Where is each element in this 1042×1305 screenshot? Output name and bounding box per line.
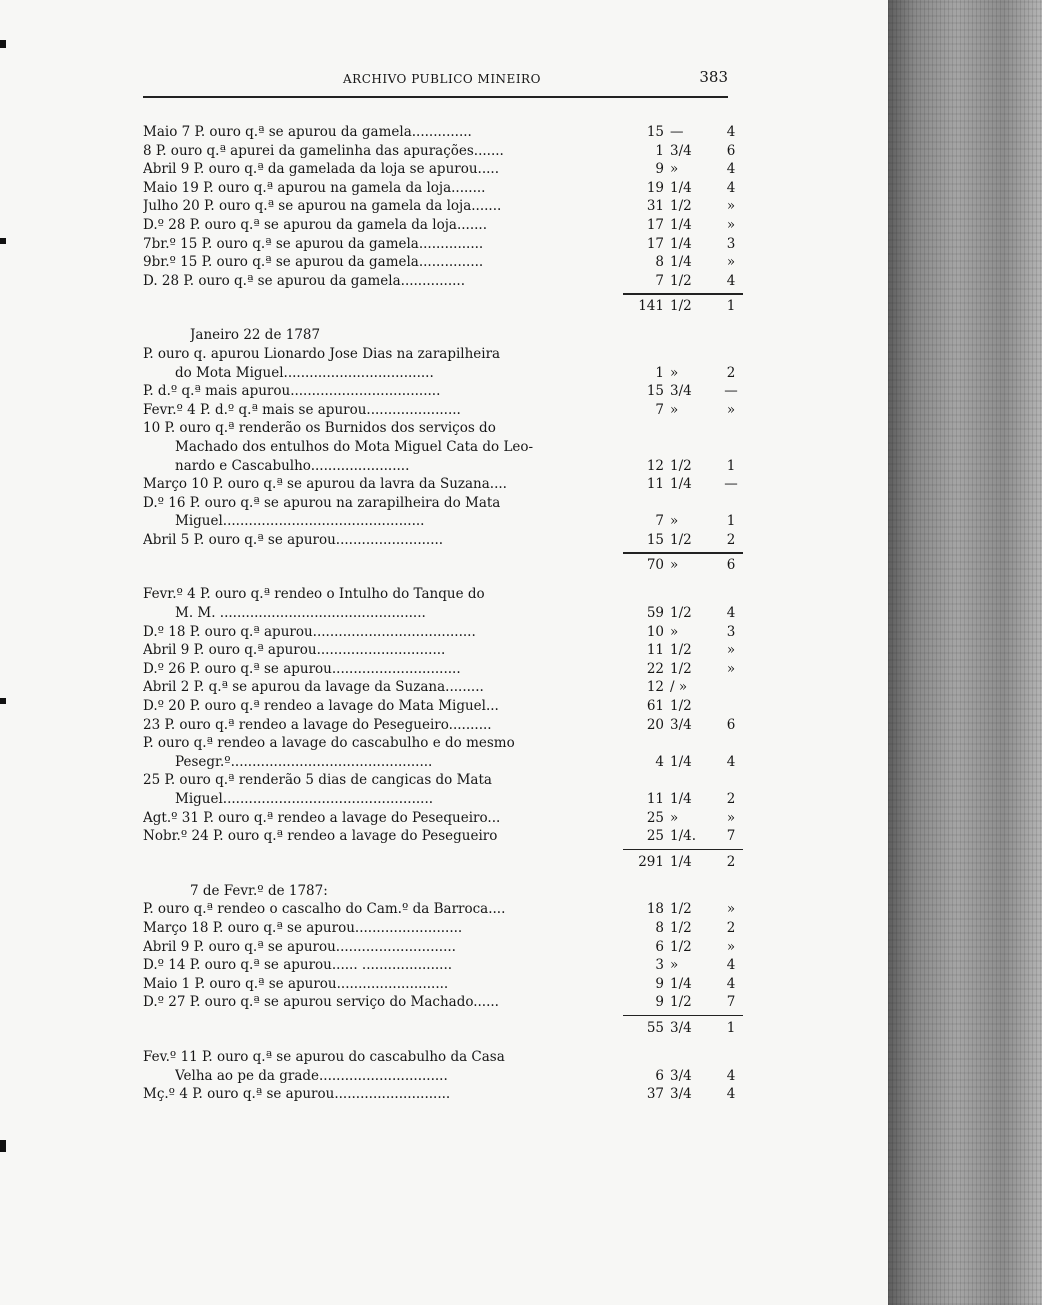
amount-fraction: 1/2 [670, 272, 692, 289]
total-rule [623, 1015, 743, 1017]
ledger-section [143, 1048, 743, 1104]
ledger-section [143, 123, 743, 316]
entry-text: Pesegr.º............................................... [175, 753, 433, 770]
total-whole: 70 [646, 557, 664, 574]
amount-whole: 1 [655, 364, 664, 381]
amount-minor: » [726, 216, 736, 233]
ledger-row [143, 345, 743, 364]
ledger-row [143, 142, 743, 161]
ledger-row [143, 235, 743, 254]
amount-minor: » [726, 642, 736, 659]
amount-fraction: 3/4 [670, 1086, 692, 1103]
total-row [143, 549, 743, 575]
amount-minor: » [726, 938, 736, 955]
amount-fraction: 1/2 [670, 660, 692, 677]
scan-edge-mark [0, 698, 6, 704]
ledger-row [143, 160, 743, 179]
ledger-row [143, 604, 743, 623]
entry-text: Maio 7 P. ouro q.ª se apurou da gamela.............. [143, 124, 472, 140]
entry-text: Maio 1 P. ouro q.ª se apurou.......................... [143, 975, 449, 992]
amount-fraction: » [670, 513, 679, 530]
amount-minor: 2 [726, 531, 736, 548]
amount-minor: 4 [726, 179, 736, 196]
entry-text: Março 18 P. ouro q.ª se apurou......................... [143, 919, 463, 936]
total-whole: 291 [638, 853, 664, 870]
amount-whole: 11 [646, 791, 664, 807]
entry-text: Machado dos entulhos do Mota Miguel Cata do Leo- [175, 438, 534, 455]
ledger-section [143, 326, 743, 575]
entry-text: Abril 2 P. q.ª se apurou da lavage da Suzana......... [143, 679, 484, 696]
amount-minor: 4 [726, 1086, 736, 1103]
ledger-row [143, 975, 743, 994]
section-gap [143, 316, 743, 326]
ledger-row [143, 197, 743, 216]
total-fraction: 1/2 [670, 298, 692, 315]
amount-minor: 4 [726, 272, 736, 289]
amount-whole: 4 [655, 753, 664, 770]
total-values [143, 556, 743, 574]
ledger-row [143, 401, 743, 420]
page-header [143, 68, 728, 98]
amount-fraction: » [670, 623, 679, 640]
entry-text: Miguel................................................. [175, 791, 434, 807]
amount-fraction: 1/4 [670, 476, 692, 493]
amount-minor: » [726, 809, 736, 826]
entry-text: D.º 28 P. ouro q.ª se apurou da gamela da loja....... [143, 216, 487, 233]
amount-fraction: 1/4 [670, 235, 692, 252]
ledger-row [143, 993, 743, 1012]
ledger-row [143, 734, 743, 753]
amount-fraction: 1/2 [670, 698, 692, 715]
ledger-row [143, 585, 743, 604]
entry-text: D. 28 P. ouro q.ª se apurou da gamela............... [143, 272, 466, 289]
ledger-body [143, 123, 743, 1104]
amount-fraction: 3/4 [670, 142, 692, 159]
ledger-row [143, 512, 743, 531]
ledger-row [143, 623, 743, 642]
entry-text: 23 P. ouro q.ª rendeo a lavage do Pesegueiro.......... [143, 716, 492, 733]
amount-fraction: 1/2 [670, 457, 692, 474]
total-values [143, 853, 743, 871]
entry-text: Miguel............................................... [175, 513, 425, 530]
amount-minor: 2 [726, 919, 736, 936]
amount-whole: 6 [655, 1067, 664, 1084]
amount-minor: 4 [726, 124, 736, 140]
entry-text: Julho 20 P. ouro q.ª se apurou na gamela da loja....... [143, 198, 502, 215]
amount-whole: 15 [646, 531, 664, 548]
amount-fraction: 3/4 [670, 716, 692, 733]
total-row [143, 846, 743, 872]
amount-fraction: » [670, 957, 679, 974]
total-minor: 1 [726, 1019, 736, 1036]
entry-text: 7br.º 15 P. ouro q.ª se apurou da gamela............... [143, 235, 484, 252]
amount-fraction: » [670, 364, 679, 381]
total-minor: 1 [726, 298, 736, 315]
amount-whole: 10 [646, 623, 664, 640]
ledger-row [143, 771, 743, 790]
ledger-row [143, 123, 743, 142]
ledger-row [143, 753, 743, 772]
amount-whole: 6 [655, 938, 664, 955]
entry-text: 9br.º 15 P. ouro q.ª se apurou da gamela............... [143, 254, 484, 271]
amount-minor: 1 [726, 457, 736, 474]
amount-minor: 7 [726, 828, 736, 845]
amount-minor: 7 [726, 994, 736, 1011]
amount-minor: » [726, 901, 736, 918]
amount-minor: » [726, 660, 736, 677]
total-whole: 55 [646, 1019, 664, 1036]
amount-fraction: 1/2 [670, 642, 692, 659]
section-heading-text: Janeiro 22 de 1787 [190, 327, 321, 344]
entry-text: M. M. ................................................ [175, 605, 426, 622]
total-row [143, 1012, 743, 1038]
ledger-row [143, 457, 743, 476]
section-heading-text: 7 de Fevr.º de 1787: [190, 882, 328, 899]
amount-whole: 25 [646, 828, 664, 845]
total-row [143, 290, 743, 316]
entry-text: Fevr.º 4 P. ouro q.ª rendeo o Intulho do Tanque do [143, 586, 485, 603]
amount-whole: 17 [646, 235, 664, 252]
total-rule [623, 849, 743, 851]
amount-whole: 31 [646, 198, 664, 215]
ledger-section [143, 882, 743, 1038]
entry-text: D.º 16 P. ouro q.ª se apurou na zarapilheira do Mata [143, 494, 501, 511]
ledger-row [143, 475, 743, 494]
ledger-row [143, 272, 743, 291]
entry-text: D.º 27 P. ouro q.ª se apurou serviço do Machado...... [143, 994, 499, 1011]
ledger-row [143, 938, 743, 957]
amount-whole: 1 [655, 142, 664, 159]
total-rule [623, 552, 743, 554]
amount-whole: 11 [646, 642, 664, 659]
amount-fraction: 1/2 [670, 901, 692, 918]
total-fraction: 3/4 [670, 1019, 692, 1036]
amount-minor: 4 [726, 161, 736, 178]
entry-text: Fev.º 11 P. ouro q.ª se apurou do cascabulho da Casa [143, 1048, 505, 1065]
ledger-row [143, 382, 743, 401]
amount-whole: 8 [655, 254, 664, 271]
amount-fraction: » [670, 809, 679, 826]
amount-whole: 8 [655, 919, 664, 936]
ledger-row [143, 900, 743, 919]
amount-whole: 12 [646, 679, 664, 696]
entry-text: do Mota Miguel................................... [175, 364, 434, 381]
amount-fraction: 1/2 [670, 938, 692, 955]
total-fraction: » [670, 557, 679, 574]
amount-minor: 2 [726, 791, 736, 807]
ledger-row [143, 641, 743, 660]
entry-text: P. d.º q.ª mais apurou................................... [143, 383, 441, 400]
amount-minor: 4 [726, 1067, 736, 1084]
section-heading [143, 882, 743, 901]
amount-whole: 25 [646, 809, 664, 826]
ledger-row [143, 1085, 743, 1104]
amount-whole: 12 [646, 457, 664, 474]
scan-edge-mark [0, 1140, 6, 1152]
amount-whole: 15 [646, 124, 664, 140]
amount-fraction: 1/4 [670, 254, 692, 271]
amount-whole: 7 [655, 401, 664, 418]
scan-edge-mark [0, 40, 6, 48]
amount-fraction: 3/4 [670, 1067, 692, 1084]
amount-minor: 4 [726, 957, 736, 974]
amount-minor: 6 [726, 716, 736, 733]
entry-text: Abril 9 P. ouro q.ª apurou.............................. [143, 642, 446, 659]
entry-text: Velha ao pe da grade.............................. [175, 1067, 448, 1084]
total-values [143, 1019, 743, 1037]
ledger-row [143, 179, 743, 198]
amount-minor: 2 [726, 364, 736, 381]
section-heading [143, 326, 743, 345]
section-gap [143, 1038, 743, 1048]
amount-fraction: 1/2 [670, 531, 692, 548]
entry-text: D.º 26 P. ouro q.ª se apurou.............................. [143, 660, 461, 677]
amount-fraction: 1/4. [670, 828, 697, 845]
total-values [143, 297, 743, 315]
amount-whole: 61 [646, 698, 664, 715]
amount-fraction: 1/4 [670, 179, 692, 196]
amount-whole: 3 [655, 957, 664, 974]
amount-minor: » [726, 198, 736, 215]
total-minor: 6 [726, 557, 736, 574]
amount-fraction: 1/2 [670, 198, 692, 215]
ledger-row [143, 716, 743, 735]
amount-whole: 17 [646, 216, 664, 233]
amount-whole: 20 [646, 716, 664, 733]
ledger-row [143, 364, 743, 383]
entry-text: D.º 18 P. ouro q.ª apurou...................................... [143, 623, 476, 640]
entry-text: P. ouro q.ª rendeo o cascalho do Cam.º da Barroca.... [143, 901, 506, 918]
amount-fraction: 1/4 [670, 791, 692, 807]
entry-text: Nobr.º 24 P. ouro q.ª rendeo a lavage do Pesegueiro [143, 828, 498, 845]
amount-whole: 9 [655, 975, 664, 992]
entry-text: nardo e Cascabulho....................... [175, 457, 410, 474]
amount-fraction: » [670, 401, 679, 418]
ledger-row [143, 678, 743, 697]
amount-whole: 22 [646, 660, 664, 677]
amount-whole: 9 [655, 994, 664, 1011]
ledger-row [143, 216, 743, 235]
amount-fraction: 1/2 [670, 919, 692, 936]
ledger-row [143, 956, 743, 975]
amount-minor: 4 [726, 975, 736, 992]
book-binding-edge [888, 0, 1042, 1305]
amount-minor: 4 [726, 753, 736, 770]
entry-text: Maio 19 P. ouro q.ª apurou na gamela da loja........ [143, 179, 486, 196]
entry-text: 10 P. ouro q.ª renderão os Burnidos dos serviços do [143, 420, 496, 437]
entry-text: Fevr.º 4 P. d.º q.ª mais se apurou...................... [143, 401, 461, 418]
entry-text: Agt.º 31 P. ouro q.ª rendeo a lavage do Pesequeiro... [143, 809, 501, 826]
entry-text: Abril 5 P. ouro q.ª se apurou......................... [143, 531, 444, 548]
amount-whole: 15 [646, 383, 664, 400]
ledger-row [143, 438, 743, 457]
amount-minor: 4 [726, 605, 736, 622]
amount-minor: 1 [726, 513, 736, 530]
total-fraction: 1/4 [670, 853, 692, 870]
entry-text: Março 10 P. ouro q.ª se apurou da lavra da Suzana.... [143, 476, 507, 493]
section-gap [143, 575, 743, 585]
ledger-section [143, 585, 743, 871]
header-rule [143, 96, 728, 98]
amount-minor: 3 [726, 623, 736, 640]
entry-text: D.º 20 P. ouro q.ª rendeo a lavage do Mata Miguel... [143, 698, 499, 715]
amount-fraction: 1/4 [670, 216, 692, 233]
ledger-row [143, 827, 743, 846]
scan-edge-mark [0, 238, 6, 244]
section-gap [143, 872, 743, 882]
amount-whole: 18 [646, 901, 664, 918]
amount-whole: 7 [655, 272, 664, 289]
ledger-row [143, 531, 743, 550]
entry-text: 8 P. ouro q.ª apurei da gamelinha das apurações....... [143, 142, 504, 159]
ledger-row [143, 419, 743, 438]
running-title: ARCHIVO PUBLICO MINEIRO [343, 72, 541, 86]
ledger-row [143, 1067, 743, 1086]
amount-whole: 7 [655, 513, 664, 530]
entry-text: P. ouro q.ª rendeo a lavage do cascabulho e do mesmo [143, 735, 515, 752]
ledger-row [143, 1048, 743, 1067]
ledger-row [143, 253, 743, 272]
ledger-row [143, 494, 743, 513]
amount-minor: — [724, 476, 738, 493]
ledger-row [143, 809, 743, 828]
amount-fraction: 1/2 [670, 994, 692, 1011]
total-rule [623, 293, 743, 295]
amount-fraction: 1/4 [670, 975, 692, 992]
entry-text: 25 P. ouro q.ª renderão 5 dias de cangicas do Mata [143, 772, 492, 789]
amount-whole: 9 [655, 161, 664, 178]
total-minor: 2 [726, 853, 736, 870]
amount-whole: 19 [646, 179, 664, 196]
ledger-row [143, 697, 743, 716]
amount-minor: — [724, 383, 738, 400]
amount-fraction: / » [670, 679, 688, 696]
entry-text: D.º 14 P. ouro q.ª se apurou...... ..................... [143, 957, 453, 974]
amount-fraction: 3/4 [670, 383, 692, 400]
amount-whole: 37 [646, 1086, 664, 1103]
amount-whole: 11 [646, 476, 664, 493]
amount-minor: » [726, 254, 736, 271]
amount-fraction: 1/2 [670, 605, 692, 622]
page-number: 383 [699, 68, 728, 86]
entry-text: Abril 9 P. ouro q.ª da gamelada da loja se apurou..... [143, 161, 500, 178]
entry-text: P. ouro q. apurou Lionardo Jose Dias na zarapilheira [143, 345, 501, 362]
ledger-row [143, 790, 743, 809]
amount-whole: 59 [646, 605, 664, 622]
amount-fraction: 1/4 [670, 753, 692, 770]
amount-fraction: — [670, 124, 684, 140]
amount-minor: 6 [726, 142, 736, 159]
ledger-row [143, 919, 743, 938]
entry-text: Abril 9 P. ouro q.ª se apurou............................ [143, 938, 456, 955]
amount-minor: » [726, 401, 736, 418]
ledger-row [143, 660, 743, 679]
entry-text: Mç.º 4 P. ouro q.ª se apurou........................... [143, 1086, 451, 1103]
amount-minor: 3 [726, 235, 736, 252]
total-whole: 141 [638, 298, 664, 315]
amount-fraction: » [670, 161, 679, 178]
